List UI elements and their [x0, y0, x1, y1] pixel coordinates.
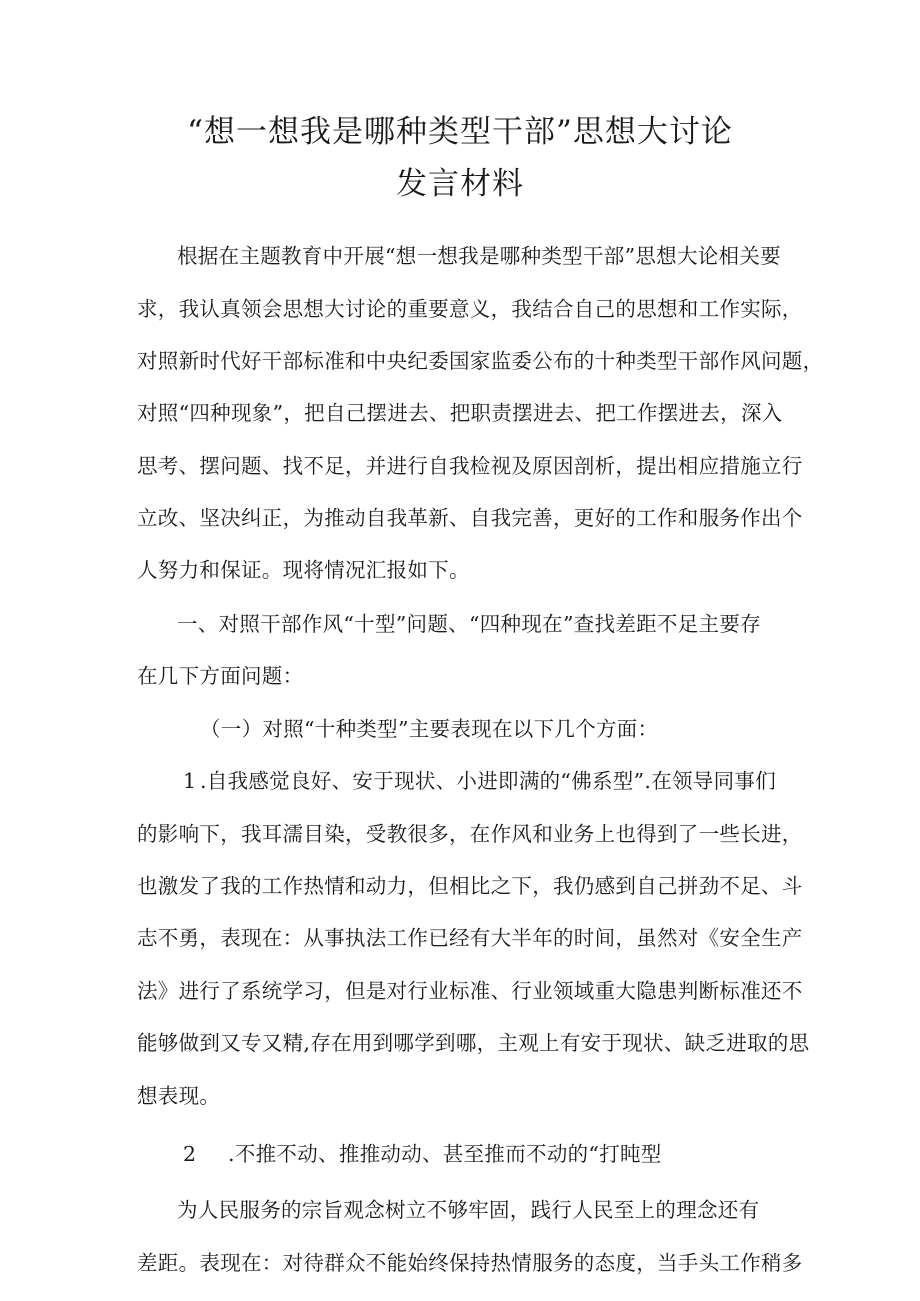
section-heading-line: 在几下方面问题： [137, 664, 304, 688]
document-title-line-2: 发言材料 [396, 166, 524, 202]
item-body-line: 差距。表现在：对待群众不能始终保持热情服务的态度，当手头工作稍多 [137, 1251, 803, 1275]
document-title-line-1: “想一想我是哪种类型干部”思想大讨论 [187, 114, 733, 150]
item-number: 2 [183, 1142, 197, 1166]
item-body-line: 也激发了我的工作热情和动力，但相比之下，我仍感到自己拼劲不足、斗 [137, 874, 803, 898]
intro-paragraph-line: 立改、坚决纠正，为推动自我革新、自我完善，更好的工作和服务作出个 [137, 506, 803, 530]
intro-paragraph-line: 人努力和保证。现将情况汇报如下。 [137, 558, 470, 582]
intro-paragraph-line: 求，我认真领会思想大讨论的重要意义，我结合自己的思想和工作实际， [137, 297, 803, 321]
intro-paragraph-line: 思考、摆问题、找不足，并进行自我检视及原因剖析，提出相应措施立行 [137, 454, 803, 478]
item-body-line: 的影响下，我耳濡目染，受教很多，在作风和业务上也得到了一些长进， [137, 822, 803, 846]
item-heading: .不推不动、推推动动、甚至推而不动的“打盹型 [228, 1142, 662, 1166]
section-heading-line: 一、对照干部作风“十型”问题、“四种现在”查找差距不足主要存 [177, 612, 761, 636]
intro-paragraph-line: 根据在主题教育中开展“想一想我是哪种类型干部”思想大论相关要 [177, 244, 781, 268]
subsection-heading: （一）对照“十种类型”主要表现在以下几个方面： [200, 717, 659, 741]
item-body-line: 法》进行了系统学习，但是对行业标准、行业领域重大隐患判断标准还不 [137, 979, 803, 1003]
item-body-line: 志不勇，表现在：从事执法工作已经有大半年的时间，虽然对《安全生产 [137, 926, 803, 950]
item-number: 1 [183, 769, 197, 793]
item-body-line: 想表现。 [137, 1084, 221, 1108]
intro-paragraph-line: 对照新时代好干部标准和中央纪委国家监委公布的十种类型干部作风问题， [137, 349, 824, 373]
item-body-line: 为人民服务的宗旨观念树立不够牢固，践行人民至上的理念还有 [177, 1198, 760, 1222]
intro-paragraph-line: 对照“四种现象”，把自己摆进去、把职责摆进去、把工作摆进去，深入 [137, 401, 783, 425]
item-heading: .自我感觉良好、安于现状、小进即满的“佛系型”.在领导同事们 [200, 769, 776, 793]
item-body-line: 能够做到又专又精,存在用到哪学到哪，主观上有安于现状、缺乏进取的思 [137, 1031, 810, 1055]
